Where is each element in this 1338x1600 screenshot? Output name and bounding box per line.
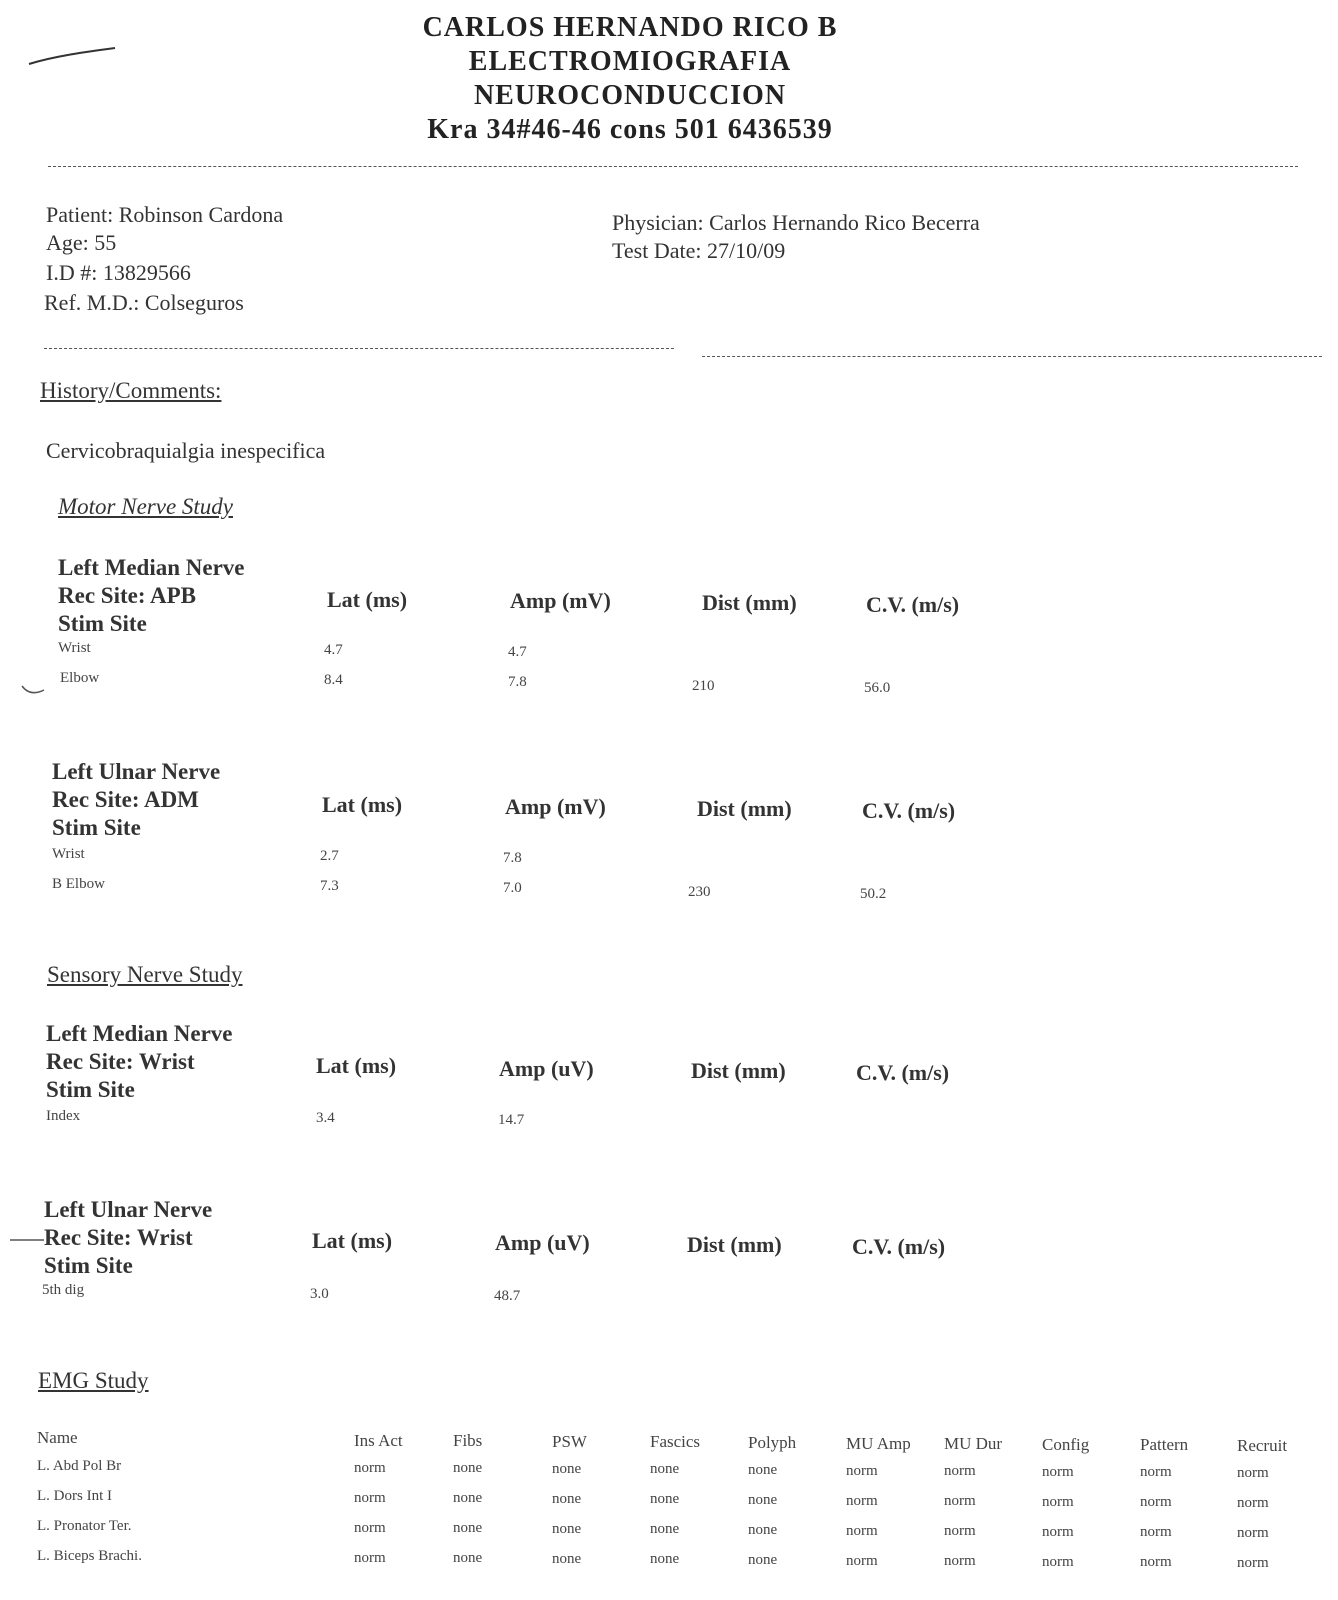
doctor-name: CARLOS HERNANDO RICO B bbox=[422, 12, 838, 43]
emg-cell-psw: none bbox=[552, 1520, 582, 1537]
emg-cell-ins-act: norm bbox=[354, 1459, 386, 1476]
address-phone: Kra 34#46-46 cons 501 6436539 bbox=[427, 114, 833, 145]
emg-cell-mu-dur: norm bbox=[944, 1493, 976, 1510]
rec-site: Rec Site: APB bbox=[58, 583, 196, 608]
nerve-name: Left Median Nerve bbox=[46, 1021, 233, 1046]
emg-col-recruit: Recruit bbox=[1237, 1436, 1288, 1455]
col-lat: Lat (ms) bbox=[312, 1228, 393, 1253]
emg-cell-mu-amp: norm bbox=[846, 1462, 878, 1479]
emg-col-ins-act: Ins Act bbox=[354, 1430, 403, 1450]
header-divider bbox=[48, 166, 1298, 167]
emg-col-pattern: Pattern bbox=[1140, 1435, 1189, 1455]
col-cv: C.V. (m/s) bbox=[856, 1060, 950, 1085]
emg-cell-config: norm bbox=[1042, 1553, 1074, 1570]
emg-cell-config: norm bbox=[1042, 1493, 1074, 1510]
emg-muscle-name: L. Pronator Ter. bbox=[37, 1518, 132, 1534]
emg-cell-fascics: none bbox=[650, 1461, 680, 1478]
emg-heading: EMG Study bbox=[38, 1368, 149, 1393]
nerve-name: Left Ulnar Nerve bbox=[44, 1197, 213, 1222]
col-dist: Dist (mm) bbox=[687, 1232, 782, 1257]
stim-site: 5th dig bbox=[42, 1282, 85, 1298]
rec-site: Rec Site: ADM bbox=[52, 787, 199, 812]
emg-cell-fibs: none bbox=[453, 1520, 483, 1537]
stim-site: Index bbox=[46, 1108, 81, 1124]
emg-col-mu-amp: MU Amp bbox=[846, 1433, 911, 1453]
motor-ulnar-title bbox=[52, 758, 220, 842]
emg-cell-mu-dur: norm bbox=[944, 1463, 976, 1480]
emg-cell-ins-act: norm bbox=[354, 1489, 386, 1506]
emg-muscle-name: L. Biceps Brachi. bbox=[37, 1548, 142, 1564]
lat-value: 7.3 bbox=[320, 878, 339, 894]
emg-cell-mu-amp: norm bbox=[846, 1492, 878, 1509]
patient-name: Patient: Robinson Cardona bbox=[46, 202, 284, 227]
emg-cell-config: norm bbox=[1042, 1463, 1074, 1480]
rec-site: Rec Site: Wrist bbox=[46, 1049, 195, 1074]
emg-cell-polyph: none bbox=[748, 1522, 778, 1538]
patient-divider-right bbox=[702, 356, 1322, 357]
cv-value: 50.2 bbox=[860, 886, 887, 902]
stim-site-label: Stim Site bbox=[46, 1077, 135, 1102]
col-dist: Dist (mm) bbox=[702, 590, 797, 615]
sensory-ulnar-title bbox=[44, 1196, 212, 1280]
emg-cell-pattern: norm bbox=[1140, 1494, 1172, 1511]
lat-value: 4.7 bbox=[324, 642, 343, 658]
col-dist: Dist (mm) bbox=[697, 796, 792, 821]
emg-muscle-name: L. Dors Int I bbox=[37, 1488, 112, 1504]
emg-cell-polyph: none bbox=[748, 1462, 778, 1478]
amp-value: 4.7 bbox=[508, 644, 527, 660]
emg-col-psw: PSW bbox=[552, 1431, 587, 1451]
emg-cell-recruit: norm bbox=[1237, 1555, 1269, 1571]
emg-cell-polyph: none bbox=[748, 1552, 778, 1568]
rec-site: Rec Site: Wrist bbox=[44, 1225, 193, 1250]
emg-cell-ins-act: norm bbox=[354, 1519, 386, 1536]
stim-site: Wrist bbox=[52, 846, 85, 862]
emg-cell-pattern: norm bbox=[1140, 1524, 1172, 1541]
cv-value: 56.0 bbox=[864, 680, 891, 696]
col-cv: C.V. (m/s) bbox=[862, 798, 956, 823]
pen-tick-mark bbox=[18, 682, 48, 702]
stim-site-label: Stim Site bbox=[58, 611, 147, 636]
emg-cell-mu-dur: norm bbox=[944, 1523, 976, 1540]
amp-value: 14.7 bbox=[498, 1112, 525, 1128]
amp-value: 7.8 bbox=[508, 674, 527, 690]
emg-cell-fibs: none bbox=[453, 1550, 483, 1567]
stim-site: Elbow bbox=[60, 670, 100, 686]
emg-col-config: Config bbox=[1042, 1434, 1090, 1454]
col-lat: Lat (ms) bbox=[322, 792, 403, 817]
emg-cell-recruit: norm bbox=[1237, 1465, 1269, 1481]
emg-cell-psw: none bbox=[552, 1550, 582, 1567]
lat-value: 8.4 bbox=[324, 672, 343, 688]
patient-id: I.D #: 13829566 bbox=[46, 260, 191, 285]
emg-cell-polyph: none bbox=[748, 1492, 778, 1508]
nerve-name: Left Ulnar Nerve bbox=[52, 759, 221, 784]
emg-cell-fascics: none bbox=[650, 1551, 680, 1568]
col-lat: Lat (ms) bbox=[327, 587, 408, 612]
dist-value: 230 bbox=[688, 884, 711, 900]
emg-cell-mu-amp: norm bbox=[846, 1522, 878, 1539]
patient-divider-left bbox=[44, 348, 674, 349]
emg-cell-psw: none bbox=[552, 1460, 582, 1477]
emg-cell-mu-dur: norm bbox=[944, 1553, 976, 1570]
col-cv: C.V. (m/s) bbox=[852, 1234, 946, 1259]
sensory-median-title bbox=[46, 1020, 233, 1104]
referring-md: Ref. M.D.: Colseguros bbox=[44, 290, 244, 315]
amp-value: 7.8 bbox=[503, 850, 522, 866]
lat-value: 2.7 bbox=[320, 848, 339, 864]
emg-col-fascics: Fascics bbox=[650, 1432, 701, 1452]
stim-site-label: Stim Site bbox=[44, 1253, 133, 1278]
history-text: Cervicobraquialgia inespecifica bbox=[46, 438, 326, 463]
emg-col-name: Name bbox=[37, 1428, 78, 1447]
emg-cell-pattern: norm bbox=[1140, 1464, 1172, 1481]
emg-col-fibs: Fibs bbox=[453, 1431, 483, 1451]
sensory-heading: Sensory Nerve Study bbox=[47, 962, 243, 987]
pen-arrow-mark bbox=[8, 1232, 48, 1248]
lat-value: 3.4 bbox=[316, 1110, 335, 1126]
history-heading: History/Comments: bbox=[40, 378, 222, 403]
nerve-name: Left Median Nerve bbox=[58, 555, 245, 580]
col-cv: C.V. (m/s) bbox=[866, 592, 960, 617]
emg-cell-fibs: none bbox=[453, 1490, 483, 1507]
emg-cell-mu-amp: norm bbox=[846, 1552, 878, 1569]
specialty-title: ELECTROMIOGRAFIA bbox=[468, 46, 792, 77]
col-amp: Amp (uV) bbox=[499, 1056, 594, 1081]
amp-value: 48.7 bbox=[494, 1288, 521, 1304]
patient-age: Age: 55 bbox=[46, 230, 117, 255]
stim-site: Wrist bbox=[58, 640, 91, 656]
emg-muscle-name: L. Abd Pol Br bbox=[37, 1458, 122, 1474]
physician: Physician: Carlos Hernando Rico Becerra bbox=[612, 210, 980, 235]
col-amp: Amp (mV) bbox=[510, 588, 611, 613]
col-lat: Lat (ms) bbox=[316, 1053, 397, 1078]
stim-site-label: Stim Site bbox=[52, 815, 141, 840]
emg-cell-config: norm bbox=[1042, 1523, 1074, 1540]
emg-cell-ins-act: norm bbox=[354, 1549, 386, 1566]
emg-cell-fascics: none bbox=[650, 1491, 680, 1508]
motor-median-title bbox=[58, 554, 245, 638]
col-dist: Dist (mm) bbox=[691, 1058, 786, 1083]
stim-site: B Elbow bbox=[52, 876, 105, 892]
col-amp: Amp (uV) bbox=[495, 1230, 590, 1255]
lat-value: 3.0 bbox=[310, 1286, 329, 1302]
emg-cell-recruit: norm bbox=[1237, 1495, 1269, 1511]
amp-value: 7.0 bbox=[503, 880, 522, 896]
emg-col-polyph: Polyph bbox=[748, 1433, 797, 1452]
emg-cell-fibs: none bbox=[453, 1460, 483, 1477]
specialty-subtitle: NEUROCONDUCCION bbox=[473, 80, 787, 111]
test-date: Test Date: 27/10/09 bbox=[612, 238, 786, 263]
emg-cell-psw: none bbox=[552, 1490, 582, 1507]
emg-cell-recruit: norm bbox=[1237, 1525, 1269, 1541]
emg-cell-fascics: none bbox=[650, 1521, 680, 1538]
col-amp: Amp (mV) bbox=[505, 794, 606, 819]
emg-cell-pattern: norm bbox=[1140, 1554, 1172, 1571]
dist-value: 210 bbox=[692, 678, 715, 694]
emg-col-mu-dur: MU Dur bbox=[944, 1434, 1003, 1454]
motor-heading: Motor Nerve Study bbox=[58, 494, 234, 519]
